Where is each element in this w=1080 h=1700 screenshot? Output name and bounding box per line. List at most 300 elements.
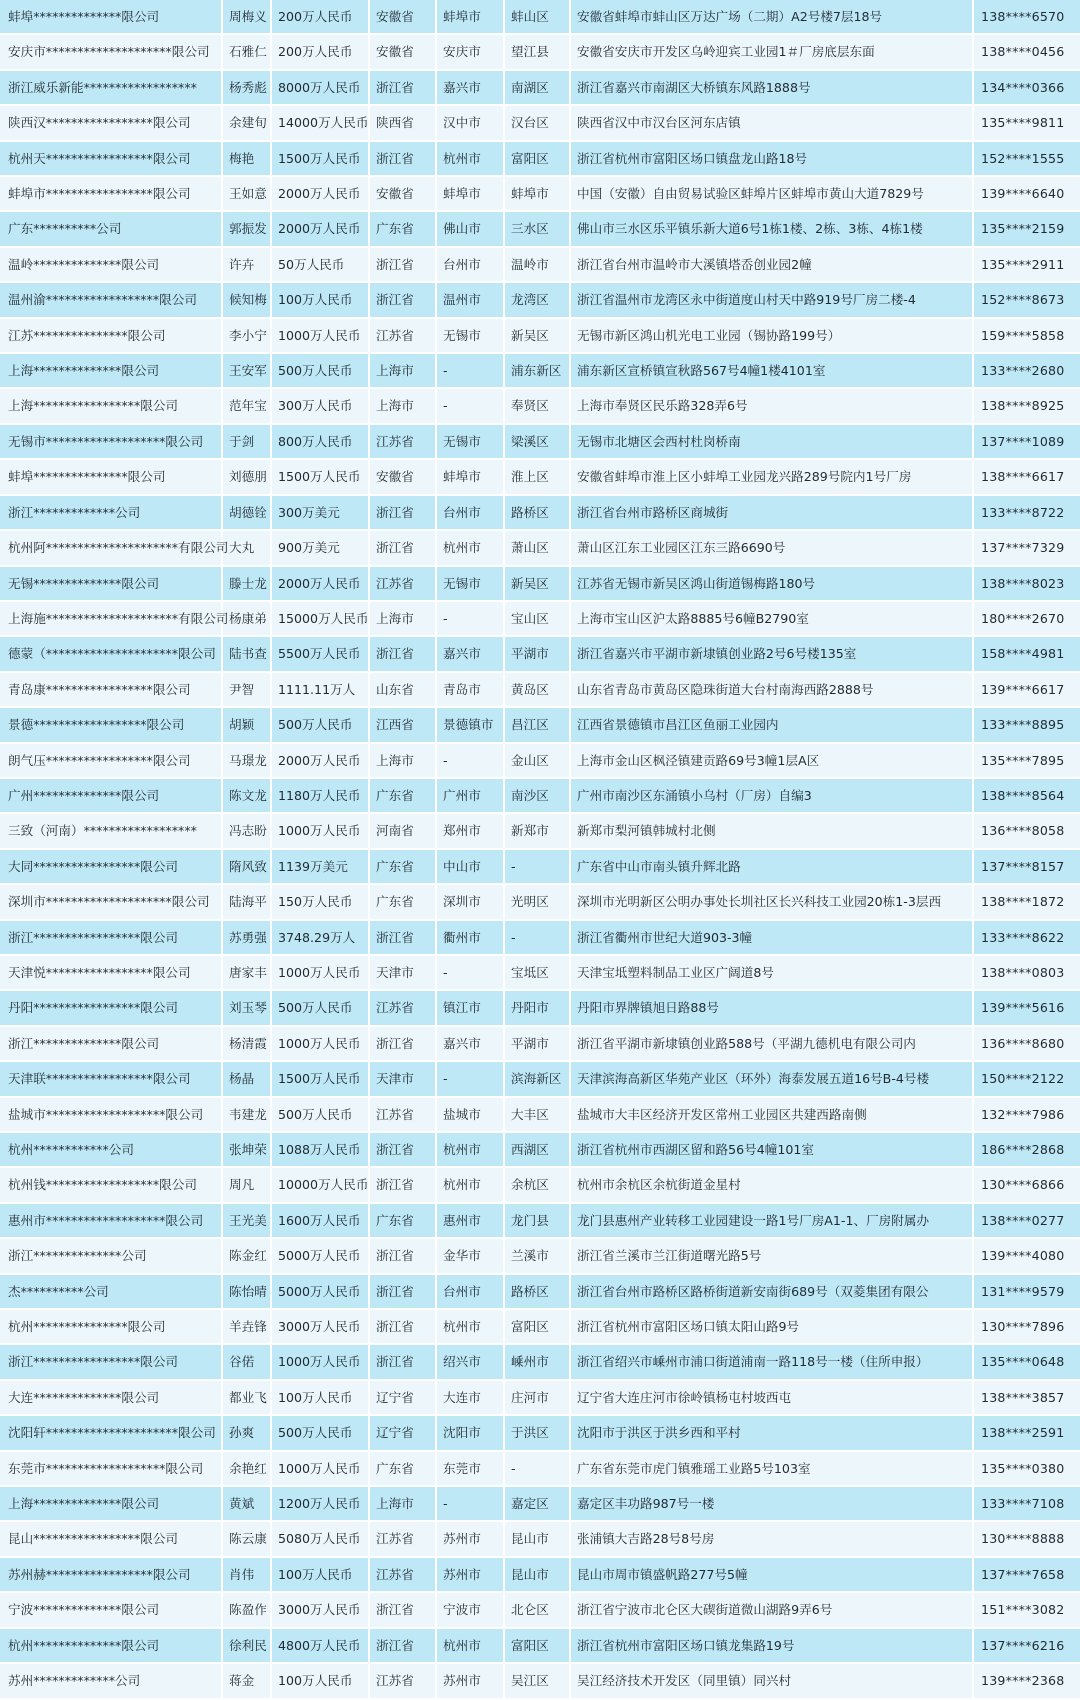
district-cell: 富阳区 — [505, 142, 571, 177]
phone-cell: 138****0277 — [974, 1204, 1080, 1239]
registered-capital-cell: 2000万人民币 — [272, 212, 370, 247]
table-row — [0, 319, 1080, 354]
district-cell: 宝山区 — [505, 602, 571, 637]
phone-cell: 136****8680 — [974, 1027, 1080, 1062]
province-cell: 上海市 — [370, 1487, 437, 1522]
company-name-cell: 安庆市********************限公司 — [0, 35, 223, 70]
legal-representative-cell: 郭振发 — [223, 212, 272, 247]
phone-cell: 135****2911 — [974, 248, 1080, 283]
registered-capital-cell: 2000万人民币 — [272, 567, 370, 602]
address-cell: 浙江省台州市路桥区商城街 — [571, 496, 974, 531]
city-cell: 中山市 — [437, 850, 505, 885]
city-cell: 郑州市 — [437, 814, 505, 849]
province-cell: 江苏省 — [370, 1664, 437, 1699]
district-cell: 昆山市 — [505, 1558, 571, 1593]
phone-cell: 138****8023 — [974, 567, 1080, 602]
district-cell: 宝坻区 — [505, 956, 571, 991]
address-cell: 中国（安徽）自由贸易试验区蚌埠片区蚌埠市黄山大道7829号 — [571, 177, 974, 212]
phone-cell: 137****6216 — [974, 1629, 1080, 1664]
province-cell: 广东省 — [370, 850, 437, 885]
city-cell: - — [437, 744, 505, 779]
legal-representative-cell: 羊垚锋 — [223, 1310, 272, 1345]
address-cell: 浦东新区宣桥镇宣秋路567号4幢1楼4101室 — [571, 354, 974, 389]
phone-cell: 158****4981 — [974, 637, 1080, 672]
table-row — [0, 1593, 1080, 1628]
phone-cell: 138****8564 — [974, 779, 1080, 814]
address-cell: 新郑市梨河镇韩城村北侧 — [571, 814, 974, 849]
table-row — [0, 496, 1080, 531]
legal-representative-cell: 陆海平 — [223, 885, 272, 920]
legal-representative-cell: 余艳红 — [223, 1452, 272, 1487]
company-name-cell: 三致（河南）****************** — [0, 814, 223, 849]
phone-cell: 138****3857 — [974, 1381, 1080, 1416]
city-cell: 台州市 — [437, 496, 505, 531]
phone-cell: 135****9811 — [974, 106, 1080, 141]
registered-capital-cell: 500万人民币 — [272, 991, 370, 1026]
table-row — [0, 283, 1080, 318]
legal-representative-cell: 王安军 — [223, 354, 272, 389]
address-cell: 浙江省杭州市富阳区场口镇盘龙山路18号 — [571, 142, 974, 177]
registered-capital-cell: 100万人民币 — [272, 1558, 370, 1593]
phone-cell: 135****7895 — [974, 744, 1080, 779]
table-row — [0, 142, 1080, 177]
district-cell: 望江县 — [505, 35, 571, 70]
legal-representative-cell: 杨晶 — [223, 1062, 272, 1097]
registered-capital-cell: 10000万人民币 — [272, 1168, 370, 1203]
legal-representative-cell: 隋风致 — [223, 850, 272, 885]
city-cell: 佛山市 — [437, 212, 505, 247]
company-name-cell: 杭州***************限公司 — [0, 1310, 223, 1345]
phone-cell: 134****0366 — [974, 71, 1080, 106]
registered-capital-cell: 500万人民币 — [272, 708, 370, 743]
district-cell: 新吴区 — [505, 567, 571, 602]
district-cell: 平湖市 — [505, 637, 571, 672]
table-row — [0, 850, 1080, 885]
province-cell: 河南省 — [370, 814, 437, 849]
city-cell: 绍兴市 — [437, 1345, 505, 1380]
province-cell: 陕西省 — [370, 106, 437, 141]
city-cell: 景德镇市 — [437, 708, 505, 743]
district-cell: 丹阳市 — [505, 991, 571, 1026]
registered-capital-cell: 50万人民币 — [272, 248, 370, 283]
phone-cell: 138****2591 — [974, 1416, 1080, 1451]
phone-cell: 138****0456 — [974, 35, 1080, 70]
city-cell: 金华市 — [437, 1239, 505, 1274]
table-row — [0, 602, 1080, 637]
city-cell: 蚌埠市 — [437, 460, 505, 495]
city-cell: 杭州市 — [437, 1310, 505, 1345]
address-cell: 浙江省嘉兴市南湖区大桥镇东风路1888号 — [571, 71, 974, 106]
table-row — [0, 567, 1080, 602]
district-cell: 庄河市 — [505, 1381, 571, 1416]
phone-cell: 130****8888 — [974, 1522, 1080, 1557]
district-cell: 梁溪区 — [505, 425, 571, 460]
address-cell: 吴江经济技术开发区（同里镇）同兴村 — [571, 1664, 974, 1699]
city-cell: 安庆市 — [437, 35, 505, 70]
registered-capital-cell: 100万人民币 — [272, 1381, 370, 1416]
company-name-cell: 朗气压*****************限公司 — [0, 744, 223, 779]
table-row — [0, 248, 1080, 283]
address-cell: 山东省青岛市黄岛区隐珠街道大台村南海西路2888号 — [571, 673, 974, 708]
province-cell: 广东省 — [370, 1204, 437, 1239]
city-cell: 杭州市 — [437, 1629, 505, 1664]
city-cell: 深圳市 — [437, 885, 505, 920]
province-cell: 江苏省 — [370, 1558, 437, 1593]
city-cell: - — [437, 602, 505, 637]
phone-cell: 137****7658 — [974, 1558, 1080, 1593]
province-cell: 浙江省 — [370, 1027, 437, 1062]
province-cell: 广东省 — [370, 1452, 437, 1487]
registered-capital-cell: 500万人民币 — [272, 1416, 370, 1451]
table-row — [0, 177, 1080, 212]
legal-representative-cell: 余建旬 — [223, 106, 272, 141]
city-cell: 嘉兴市 — [437, 1027, 505, 1062]
province-cell: 广东省 — [370, 779, 437, 814]
table-row — [0, 1629, 1080, 1664]
province-cell: 浙江省 — [370, 283, 437, 318]
registered-capital-cell: 5000万人民币 — [272, 1275, 370, 1310]
table-row — [0, 1133, 1080, 1168]
legal-representative-cell: 陈怡晴 — [223, 1275, 272, 1310]
address-cell: 龙门县惠州产业转移工业园建设一路1号厂房A1-1、厂房附属办 — [571, 1204, 974, 1239]
legal-representative-cell: 滕士龙 — [223, 567, 272, 602]
registered-capital-cell: 1000万人民币 — [272, 814, 370, 849]
legal-representative-cell: 肖伟 — [223, 1558, 272, 1593]
province-cell: 天津市 — [370, 956, 437, 991]
city-cell: 杭州市 — [437, 142, 505, 177]
city-cell: 广州市 — [437, 779, 505, 814]
address-cell: 安徽省蚌埠市蚌山区万达广场（二期）A2号楼7层18号 — [571, 0, 974, 35]
phone-cell: 133****8895 — [974, 708, 1080, 743]
province-cell: 浙江省 — [370, 1239, 437, 1274]
table-row — [0, 1310, 1080, 1345]
district-cell: 兰溪市 — [505, 1239, 571, 1274]
legal-representative-cell: 徐利民 — [223, 1629, 272, 1664]
registered-capital-cell: 300万人民币 — [272, 389, 370, 424]
phone-cell: 135****0648 — [974, 1345, 1080, 1380]
province-cell: 山东省 — [370, 673, 437, 708]
district-cell: 三水区 — [505, 212, 571, 247]
address-cell: 张浦镇大吉路28号8号房 — [571, 1522, 974, 1557]
address-cell: 广州市南沙区东涌镇小乌村（厂房）自编3 — [571, 779, 974, 814]
company-name-cell: 蚌埠**************限公司 — [0, 0, 223, 35]
table-row — [0, 1204, 1080, 1239]
registered-capital-cell: 800万人民币 — [272, 425, 370, 460]
legal-representative-cell: 王如意 — [223, 177, 272, 212]
registered-capital-cell: 4800万人民币 — [272, 1629, 370, 1664]
district-cell: 富阳区 — [505, 1629, 571, 1664]
company-name-cell: 浙江**************公司 — [0, 1239, 223, 1274]
company-name-cell: 大同*****************限公司 — [0, 850, 223, 885]
company-name-cell: 宁波**************限公司 — [0, 1593, 223, 1628]
registered-capital-cell: 1500万人民币 — [272, 460, 370, 495]
address-cell: 浙江省温州市龙湾区永中街道度山村天中路919号厂房二楼-4 — [571, 283, 974, 318]
province-cell: 浙江省 — [370, 1310, 437, 1345]
phone-cell: 133****7108 — [974, 1487, 1080, 1522]
province-cell: 江苏省 — [370, 1098, 437, 1133]
address-cell: 广东省中山市南头镇升辉北路 — [571, 850, 974, 885]
district-cell: 浦东新区 — [505, 354, 571, 389]
legal-representative-cell: 杨康弟 — [223, 602, 272, 637]
district-cell: 嵊州市 — [505, 1345, 571, 1380]
city-cell: 汉中市 — [437, 106, 505, 141]
address-cell: 无锡市北塘区会西村杜岗桥南 — [571, 425, 974, 460]
city-cell: - — [437, 354, 505, 389]
table-row — [0, 35, 1080, 70]
table-row — [0, 1522, 1080, 1557]
district-cell: 于洪区 — [505, 1416, 571, 1451]
address-cell: 浙江省嘉兴市平湖市新埭镇创业路2号6号楼135室 — [571, 637, 974, 672]
registered-capital-cell: 1139万美元 — [272, 850, 370, 885]
province-cell: 天津市 — [370, 1062, 437, 1097]
company-name-cell: 青岛康*****************限公司 — [0, 673, 223, 708]
registered-capital-cell: 500万人民币 — [272, 354, 370, 389]
registered-capital-cell: 1000万人民币 — [272, 1027, 370, 1062]
province-cell: 浙江省 — [370, 142, 437, 177]
province-cell: 安徽省 — [370, 460, 437, 495]
table-row — [0, 425, 1080, 460]
table-row — [0, 1239, 1080, 1274]
province-cell: 浙江省 — [370, 496, 437, 531]
district-cell: 吴江区 — [505, 1664, 571, 1699]
company-name-cell: 天津联*****************限公司 — [0, 1062, 223, 1097]
city-cell: 青岛市 — [437, 673, 505, 708]
district-cell: - — [505, 850, 571, 885]
province-cell: 浙江省 — [370, 921, 437, 956]
legal-representative-cell: 梅艳 — [223, 142, 272, 177]
address-cell: 浙江省宁波市北仑区大碶街道微山湖路9弄6号 — [571, 1593, 974, 1628]
legal-representative-cell: 王光美 — [223, 1204, 272, 1239]
table-row — [0, 531, 1080, 566]
company-name-cell: 上海*****************限公司 — [0, 389, 223, 424]
address-cell: 丹阳市界牌镇旭日路88号 — [571, 991, 974, 1026]
company-name-cell: 浙江*****************限公司 — [0, 921, 223, 956]
registered-capital-cell: 8000万人民币 — [272, 71, 370, 106]
province-cell: 浙江省 — [370, 1168, 437, 1203]
address-cell: 嘉定区丰功路987号一楼 — [571, 1487, 974, 1522]
province-cell: 上海市 — [370, 389, 437, 424]
phone-cell: 139****2368 — [974, 1664, 1080, 1699]
phone-cell: 135****0380 — [974, 1452, 1080, 1487]
phone-cell: 133****2680 — [974, 354, 1080, 389]
company-name-cell: 上海施*********************有限公司 — [0, 602, 223, 637]
table-row — [0, 389, 1080, 424]
legal-representative-cell: 蒋金 — [223, 1664, 272, 1699]
city-cell: 盐城市 — [437, 1098, 505, 1133]
phone-cell: 151****3082 — [974, 1593, 1080, 1628]
legal-representative-cell: 都业飞 — [223, 1381, 272, 1416]
legal-representative-cell: 孙爽 — [223, 1416, 272, 1451]
legal-representative-cell: 候知梅 — [223, 283, 272, 318]
registered-capital-cell: 1111.11万人 — [272, 673, 370, 708]
address-cell: 盐城市大丰区经济开发区常州工业园区共建西路南侧 — [571, 1098, 974, 1133]
phone-cell: 138****8925 — [974, 389, 1080, 424]
province-cell: 江苏省 — [370, 425, 437, 460]
city-cell: 无锡市 — [437, 567, 505, 602]
phone-cell: 133****8622 — [974, 921, 1080, 956]
district-cell: - — [505, 921, 571, 956]
city-cell: 宁波市 — [437, 1593, 505, 1628]
city-cell: 无锡市 — [437, 319, 505, 354]
city-cell: 苏州市 — [437, 1522, 505, 1557]
city-cell: - — [437, 389, 505, 424]
address-cell: 陕西省汉中市汉台区河东店镇 — [571, 106, 974, 141]
address-cell: 天津滨海高新区华苑产业区（环外）海泰发展五道16号B-4号楼 — [571, 1062, 974, 1097]
company-name-cell: 陕西汉*****************限公司 — [0, 106, 223, 141]
registered-capital-cell: 1600万人民币 — [272, 1204, 370, 1239]
table-row — [0, 956, 1080, 991]
registered-capital-cell: 200万人民币 — [272, 0, 370, 35]
legal-representative-cell: 范年宝 — [223, 389, 272, 424]
company-name-cell: 上海**************限公司 — [0, 354, 223, 389]
address-cell: 辽宁省大连庄河市徐岭镇杨屯村坡西屯 — [571, 1381, 974, 1416]
address-cell: 浙江省衢州市世纪大道903-3幢 — [571, 921, 974, 956]
table-row — [0, 1487, 1080, 1522]
legal-representative-cell: 谷偌 — [223, 1345, 272, 1380]
registered-capital-cell: 1000万人民币 — [272, 319, 370, 354]
company-name-cell: 杰**********公司 — [0, 1275, 223, 1310]
company-name-cell: 浙江*****************限公司 — [0, 1345, 223, 1380]
phone-cell: 138****6617 — [974, 460, 1080, 495]
address-cell: 无锡市新区鸿山机光电工业园（锡协路199号） — [571, 319, 974, 354]
city-cell: 苏州市 — [437, 1664, 505, 1699]
registered-capital-cell: 14000万人民币 — [272, 106, 370, 141]
province-cell: 浙江省 — [370, 1275, 437, 1310]
city-cell: 衢州市 — [437, 921, 505, 956]
province-cell: 上海市 — [370, 354, 437, 389]
registered-capital-cell: 1088万人民币 — [272, 1133, 370, 1168]
company-name-cell: 昆山*****************限公司 — [0, 1522, 223, 1557]
registered-capital-cell: 500万人民币 — [272, 1098, 370, 1133]
province-cell: 浙江省 — [370, 1345, 437, 1380]
registered-capital-cell: 300万美元 — [272, 496, 370, 531]
district-cell: 温岭市 — [505, 248, 571, 283]
province-cell: 安徽省 — [370, 0, 437, 35]
province-cell: 辽宁省 — [370, 1381, 437, 1416]
city-cell: - — [437, 1487, 505, 1522]
legal-representative-cell: 冯志盼 — [223, 814, 272, 849]
legal-representative-cell: 杨秀彪 — [223, 71, 272, 106]
address-cell: 深圳市光明新区公明办事处长圳社区长兴科技工业园20栋1-3层西 — [571, 885, 974, 920]
registered-capital-cell: 3000万人民币 — [272, 1310, 370, 1345]
city-cell: 沈阳市 — [437, 1416, 505, 1451]
registered-capital-cell: 1180万人民币 — [272, 779, 370, 814]
province-cell: 江苏省 — [370, 991, 437, 1026]
city-cell: - — [437, 1062, 505, 1097]
district-cell: 西湖区 — [505, 1133, 571, 1168]
registered-capital-cell: 100万人民币 — [272, 1664, 370, 1699]
district-cell: 昌江区 — [505, 708, 571, 743]
company-name-cell: 温州渝******************限公司 — [0, 283, 223, 318]
phone-cell: 139****6617 — [974, 673, 1080, 708]
registered-capital-cell: 150万人民币 — [272, 885, 370, 920]
registered-capital-cell: 3748.29万人 — [272, 921, 370, 956]
district-cell: 嘉定区 — [505, 1487, 571, 1522]
legal-representative-cell: 陈盈作 — [223, 1593, 272, 1628]
city-cell: 大连市 — [437, 1381, 505, 1416]
legal-representative-cell: 胡颖 — [223, 708, 272, 743]
company-name-cell: 温岭**************限公司 — [0, 248, 223, 283]
legal-representative-cell: 陈金红 — [223, 1239, 272, 1274]
company-name-cell: 蚌埠***************限公司 — [0, 460, 223, 495]
company-name-cell: 蚌埠市*****************限公司 — [0, 177, 223, 212]
phone-cell: 137****1089 — [974, 425, 1080, 460]
address-cell: 安徽省安庆市开发区乌岭迎宾工业园1＃厂房底层东面 — [571, 35, 974, 70]
province-cell: 浙江省 — [370, 248, 437, 283]
district-cell: 余杭区 — [505, 1168, 571, 1203]
phone-cell: 130****7896 — [974, 1310, 1080, 1345]
company-name-cell: 无锡市*******************限公司 — [0, 425, 223, 460]
legal-representative-cell: 周凡 — [223, 1168, 272, 1203]
table-row — [0, 1275, 1080, 1310]
city-cell: 杭州市 — [437, 1133, 505, 1168]
company-name-cell: 杭州阿*********************有限公司 — [0, 531, 223, 566]
phone-cell: 152****8673 — [974, 283, 1080, 318]
district-cell: 黄岛区 — [505, 673, 571, 708]
table-row — [0, 1558, 1080, 1593]
legal-representative-cell: 陈文龙 — [223, 779, 272, 814]
address-cell: 浙江省绍兴市嵊州市浦口街道浦南一路118号一楼（住所申报） — [571, 1345, 974, 1380]
city-cell: 杭州市 — [437, 531, 505, 566]
city-cell: 台州市 — [437, 1275, 505, 1310]
province-cell: 浙江省 — [370, 637, 437, 672]
district-cell: 富阳区 — [505, 1310, 571, 1345]
legal-representative-cell: 于剑 — [223, 425, 272, 460]
address-cell: 萧山区江东工业园区江东三路6690号 — [571, 531, 974, 566]
registered-capital-cell: 3000万人民币 — [272, 1593, 370, 1628]
company-name-cell: 浙江威乐新能****************** — [0, 71, 223, 106]
table-row — [0, 1098, 1080, 1133]
district-cell: 汉台区 — [505, 106, 571, 141]
table-row — [0, 814, 1080, 849]
city-cell: 东莞市 — [437, 1452, 505, 1487]
district-cell: 滨海新区 — [505, 1062, 571, 1097]
district-cell: 金山区 — [505, 744, 571, 779]
company-name-cell: 沈阳轩*********************限公司 — [0, 1416, 223, 1451]
phone-cell: 132****7986 — [974, 1098, 1080, 1133]
province-cell: 浙江省 — [370, 1133, 437, 1168]
company-name-cell: 苏州赫*****************限公司 — [0, 1558, 223, 1593]
address-cell: 沈阳市于洪区于洪乡西和平村 — [571, 1416, 974, 1451]
phone-cell: 138****1872 — [974, 885, 1080, 920]
phone-cell: 186****2868 — [974, 1133, 1080, 1168]
table-row — [0, 1381, 1080, 1416]
table-row — [0, 991, 1080, 1026]
address-cell: 浙江省杭州市西湖区留和路56号4幢101室 — [571, 1133, 974, 1168]
province-cell: 上海市 — [370, 744, 437, 779]
city-cell: 温州市 — [437, 283, 505, 318]
province-cell: 广东省 — [370, 885, 437, 920]
registered-capital-cell: 1000万人民币 — [272, 956, 370, 991]
city-cell: 嘉兴市 — [437, 637, 505, 672]
company-name-cell: 江苏***************限公司 — [0, 319, 223, 354]
district-cell: 蚌山区 — [505, 0, 571, 35]
company-name-cell: 上海**************限公司 — [0, 1487, 223, 1522]
district-cell: 大丰区 — [505, 1098, 571, 1133]
district-cell: 光明区 — [505, 885, 571, 920]
legal-representative-cell: 黄斌 — [223, 1487, 272, 1522]
province-cell: 江苏省 — [370, 319, 437, 354]
district-cell: 南湖区 — [505, 71, 571, 106]
district-cell: 龙门县 — [505, 1204, 571, 1239]
table-row — [0, 708, 1080, 743]
legal-representative-cell: 尹智 — [223, 673, 272, 708]
table-row — [0, 71, 1080, 106]
table-row — [0, 460, 1080, 495]
registered-capital-cell: 2000万人民币 — [272, 177, 370, 212]
phone-cell: 139****5616 — [974, 991, 1080, 1026]
address-cell: 浙江省杭州市富阳区场口镇龙集路19号 — [571, 1629, 974, 1664]
